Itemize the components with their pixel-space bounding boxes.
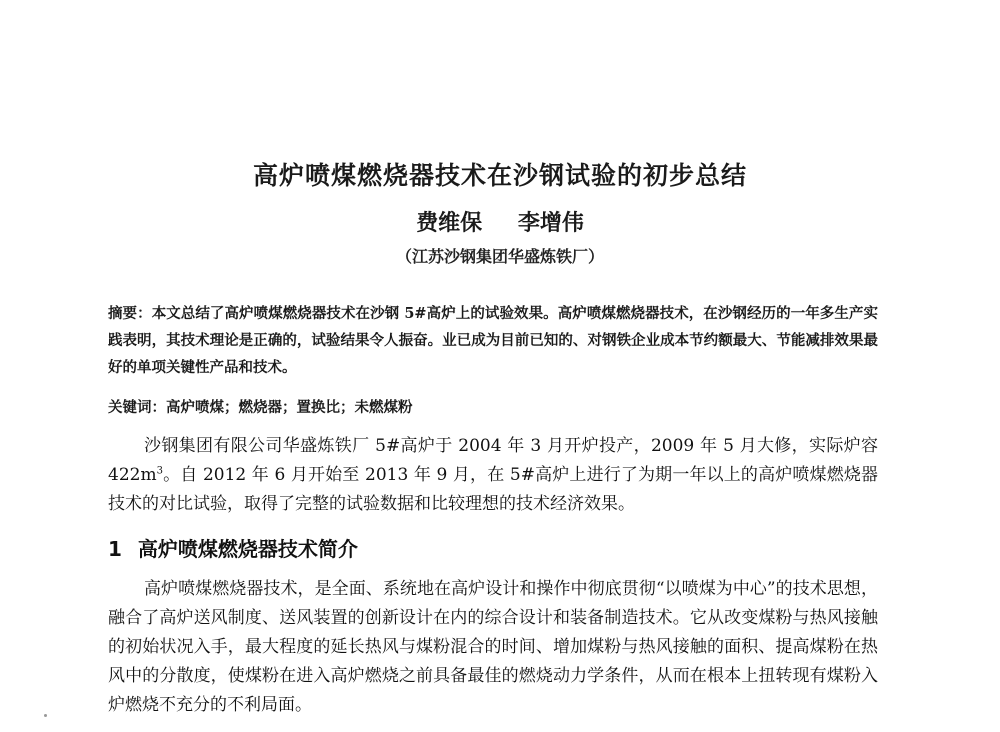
paper-title: 高炉喷煤燃烧器技术在沙钢试验的初步总结 — [252, 161, 747, 190]
author-affiliation: （江苏沙钢集团华盛炼铁厂） — [395, 247, 604, 266]
abstract-text: 本文总结了高炉喷煤燃烧器技术在沙钢 5#高炉上的试验效果。高炉喷煤燃烧器技术，在沙钢经历的一年多生产实践表明，其技术理论是正确的，试验结果令人振奋。业已成为目前已知的、对钢铁企业成本节约额最大、节能减排效果最好的单项关键性产品和技术。 — [108, 305, 878, 376]
keywords — [108, 396, 878, 417]
intro-text-part2: 。自 2012 年 6 月开始至 2013 年 9 月，在 5#高炉上进行了为期一年以上的高炉喷煤燃烧器技术的对比试验，取得了完整的试验数据和比较理想的技术经济效果。 — [108, 465, 878, 514]
keywords-label: 关键词： — [108, 399, 166, 416]
intro-text-part1: 沙钢集团有限公司华盛炼铁厂 5#高炉于 2004 年 3 月开炉投产，2009 年 5 月大修，实际炉容 422m — [108, 436, 878, 485]
scan-speck — [44, 714, 47, 717]
section-paragraph: 高炉喷煤燃烧器技术，是全面、系统地在高炉设计和操作中彻底贯彻“以喷煤为中心”的技术思想，融合了高炉送风制度、送风装置的创新设计在内的综合设计和装备制造技术。它从改变煤粉与热风接触的初始状况入手，最大程度的延长热风与煤粉混合的时间、增加煤粉与热风接触的面积、提高煤粉在热风中的分散度，使煤粉在进入高炉燃烧之前具备最佳的燃烧动力学条件，从而在根本上扭转现有煤粉入炉燃烧不充分的不利局面。 — [108, 579, 878, 715]
keywords-text: 高炉喷煤；燃烧器；置换比；未燃煤粉 — [166, 399, 413, 416]
author-name: 费维保 — [416, 210, 483, 236]
abstract-label: 摘要： — [108, 305, 152, 322]
section-number: 1 — [108, 537, 122, 561]
superscript-3: 3 — [156, 465, 163, 477]
section-title: 高炉喷煤燃烧器技术简介 — [137, 537, 358, 561]
author-name: 李增伟 — [517, 210, 584, 236]
abstract — [108, 300, 878, 381]
intro-paragraph — [108, 432, 878, 519]
section-heading — [108, 533, 358, 562]
author-list — [0, 206, 1000, 237]
